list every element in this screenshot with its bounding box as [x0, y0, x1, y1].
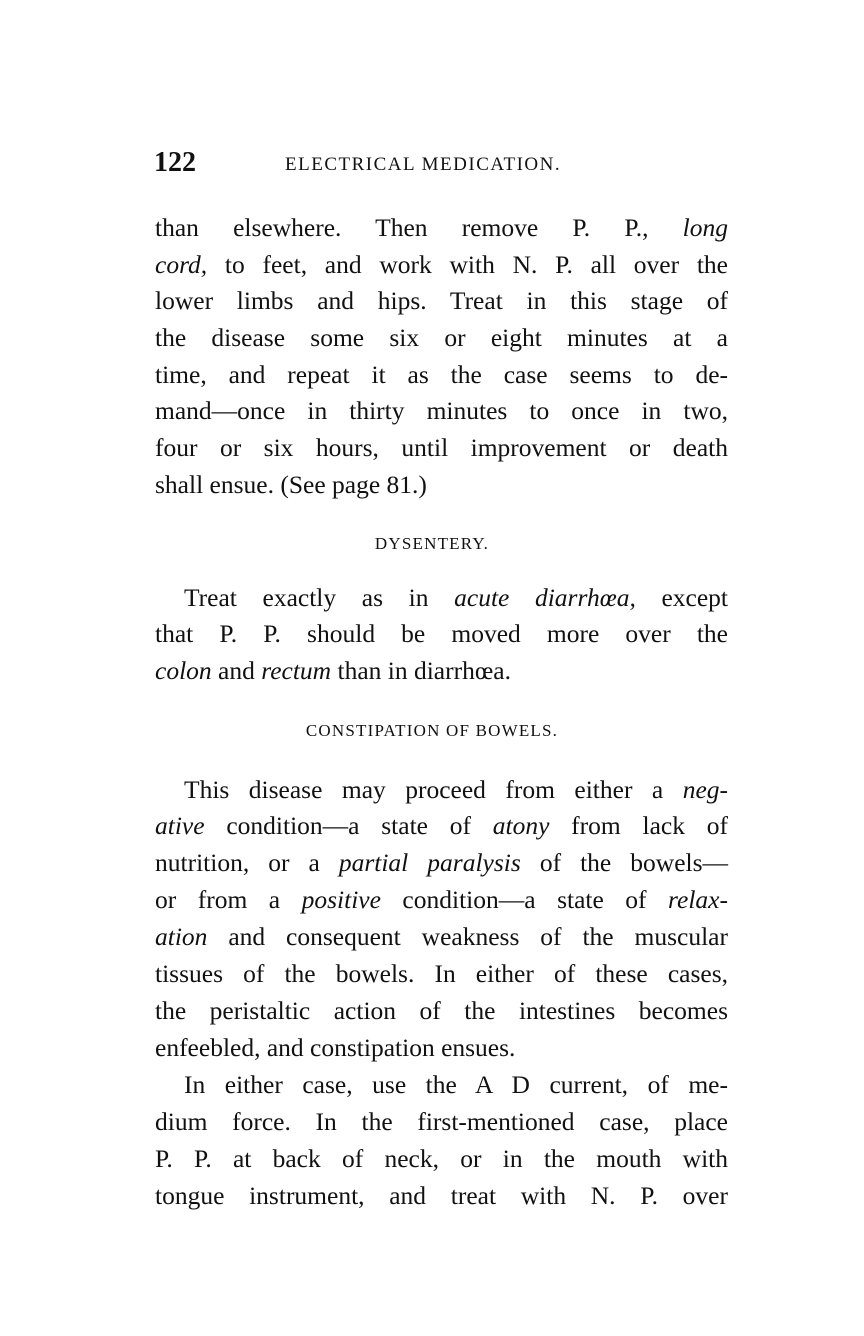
text-segment: to feet, and work with N. P. all over the	[207, 250, 728, 279]
text-segment: the disease some six or eight minutes at a	[155, 323, 728, 352]
text-line	[155, 848, 728, 878]
italic-text: rectum	[261, 656, 332, 685]
text-segment: lower limbs and hips. Treat in this stage of	[155, 286, 728, 315]
page-number: 122	[154, 147, 196, 178]
text-line	[184, 583, 728, 613]
text-segment: four or six hours, until improvement or death	[155, 433, 728, 462]
italic-text: colon	[155, 656, 212, 685]
text-segment: and consequent weakness of the muscular	[207, 922, 728, 951]
text-line	[155, 286, 728, 316]
text-line	[155, 619, 728, 649]
text-line	[155, 959, 728, 989]
text-segment: condition—a state of	[204, 811, 493, 840]
text-segment: than in diarrhœa.	[331, 656, 511, 685]
italic-text: positive	[301, 885, 381, 914]
text-line	[155, 323, 728, 353]
text-segment: nutrition, or a	[155, 848, 339, 877]
italic-text: ative	[155, 811, 205, 840]
text-line	[155, 396, 728, 426]
text-segment: This disease may proceed from either a	[184, 775, 683, 804]
text-segment: condition—a state of	[380, 885, 669, 914]
text-line	[155, 656, 728, 686]
text-segment: that P. P. should be moved more over the	[155, 619, 728, 648]
text-segment: In either case, use the A D current, of me-	[184, 1070, 728, 1099]
section-heading-dysentery: DYSENTERY.	[374, 534, 490, 553]
text-line	[155, 213, 728, 243]
italic-text: partial paralysis	[338, 848, 521, 877]
text-line	[155, 360, 728, 390]
text-line	[155, 811, 728, 841]
text-segment: or from a	[155, 885, 302, 914]
text-line	[155, 922, 728, 952]
italic-text: relax-	[668, 885, 728, 914]
text-segment: dium force. In the first-mentioned case, place	[155, 1107, 728, 1136]
text-segment: and	[211, 656, 262, 685]
text-line	[155, 470, 728, 500]
text-segment: mand—once in thirty minutes to once in two,	[155, 396, 728, 425]
text-line	[155, 1181, 728, 1211]
text-segment: of the bowels—	[520, 848, 729, 877]
text-segment: than elsewhere. Then remove P. P.,	[155, 213, 683, 242]
text-segment: P. P. at back of neck, or in the mouth with	[155, 1144, 728, 1173]
text-line	[155, 250, 728, 280]
italic-text: atony	[492, 811, 550, 840]
text-line	[155, 1144, 728, 1174]
text-segment: shall ensue. (See page 81.)	[155, 470, 427, 499]
text-segment: tongue instrument, and treat with N. P. over	[155, 1181, 728, 1210]
italic-text: ation	[155, 922, 208, 951]
italic-text: neg-	[682, 775, 728, 804]
text-line	[184, 775, 728, 805]
text-segment: tissues of the bowels. In either of these cases,	[155, 959, 728, 988]
text-segment: Treat exactly as in	[184, 583, 455, 612]
italic-text: acute diarrhœa,	[454, 583, 636, 612]
text-line	[155, 996, 728, 1026]
italic-text: cord,	[155, 250, 208, 279]
text-segment: from lack of	[549, 811, 728, 840]
text-segment: the peristaltic action of the intestines becomes	[155, 996, 728, 1025]
text-line	[184, 1070, 728, 1100]
section-heading-constipation: CONSTIPATION OF BOWELS.	[305, 721, 559, 740]
text-segment: time, and repeat it as the case seems to de-	[155, 360, 728, 389]
text-line	[155, 433, 728, 463]
text-line	[155, 885, 728, 915]
text-line	[155, 1033, 728, 1063]
text-segment: enfeebled, and constipation ensues.	[155, 1033, 516, 1062]
italic-text: long	[682, 213, 728, 242]
text-line	[155, 1107, 728, 1137]
text-segment: except	[635, 583, 729, 612]
running-title: ELECTRICAL MEDICATION.	[285, 154, 562, 175]
